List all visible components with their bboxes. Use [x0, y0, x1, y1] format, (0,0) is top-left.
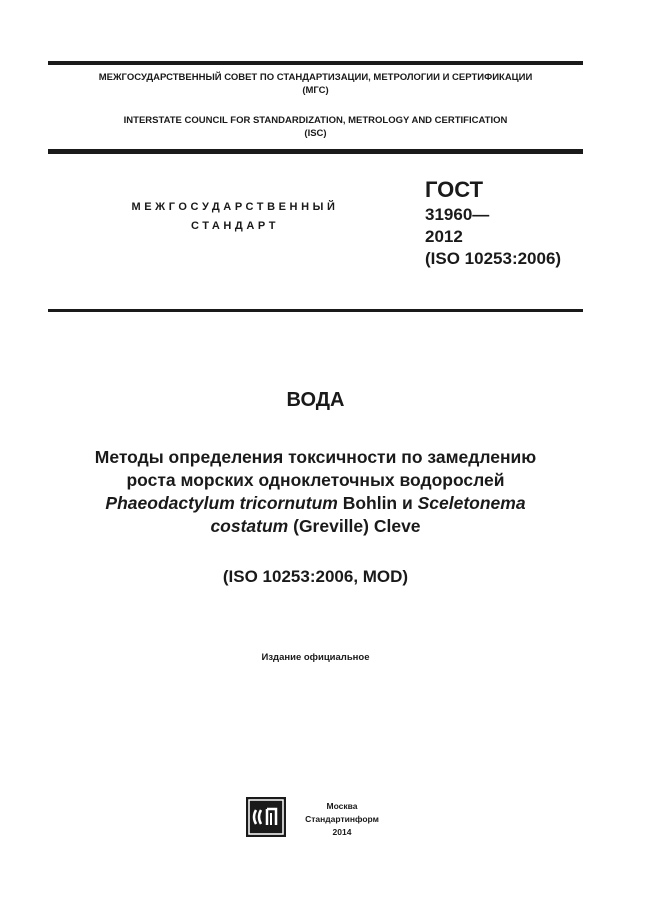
header-rule — [48, 149, 583, 154]
iso-mod-reference: (ISO 10253:2006, MOD) — [222, 567, 409, 586]
gost-number: 31960— — [425, 205, 490, 224]
species2-epithet: costatum — [210, 516, 289, 536]
document-title: ВОДА — [286, 389, 345, 411]
council-en — [48, 114, 583, 140]
publisher-year: 2014 — [332, 827, 352, 837]
council-ru — [48, 71, 583, 97]
designation-rule — [48, 309, 583, 312]
desc-line2: роста морских одноклеточных водорослей — [126, 470, 505, 490]
edition-label: Издание официальное — [261, 652, 370, 663]
desc-line1: Методы определения токсичности по замедлению — [94, 447, 537, 467]
species2-author: (Greville) Cleve — [288, 516, 421, 536]
standartinform-logo-icon — [246, 797, 286, 837]
standard-type-line1: МЕЖГОСУДАРСТВЕННЫЙ — [131, 201, 339, 213]
publisher-block — [292, 800, 392, 839]
publisher-name: Стандартинформ — [305, 814, 379, 824]
gost-iso-ref: (ISO 10253:2006) — [425, 249, 562, 268]
council-ru-line1: МЕЖГОСУДАРСТВЕННЫЙ СОВЕТ ПО СТАНДАРТИЗАЦИИ, МЕТРОЛОГИИ И СЕРТИФИКАЦИИ — [98, 72, 533, 83]
council-ru-line2: (МГС) — [302, 85, 329, 96]
species1-name: Phaeodactylum tricornutum — [105, 493, 338, 513]
publisher-city: Москва — [326, 801, 358, 811]
standard-type-line2: СТАНДАРТ — [190, 220, 280, 232]
gost-label: ГОСТ — [425, 177, 484, 202]
council-en-line2: (ISC) — [304, 128, 327, 139]
species1-author: Bohlin и — [337, 493, 418, 513]
gost-designation — [425, 176, 625, 270]
species2-genus: Sceletonema — [417, 493, 526, 513]
gost-year: 2012 — [425, 227, 463, 246]
desc-line3 — [48, 492, 583, 515]
council-en-line1: INTERSTATE COUNCIL FOR STANDARDIZATION, METROLOGY AND CERTIFICATION — [123, 115, 508, 126]
document-description — [48, 446, 583, 538]
desc-line4 — [48, 515, 583, 538]
top-rule — [48, 61, 583, 65]
standard-type — [100, 198, 370, 236]
